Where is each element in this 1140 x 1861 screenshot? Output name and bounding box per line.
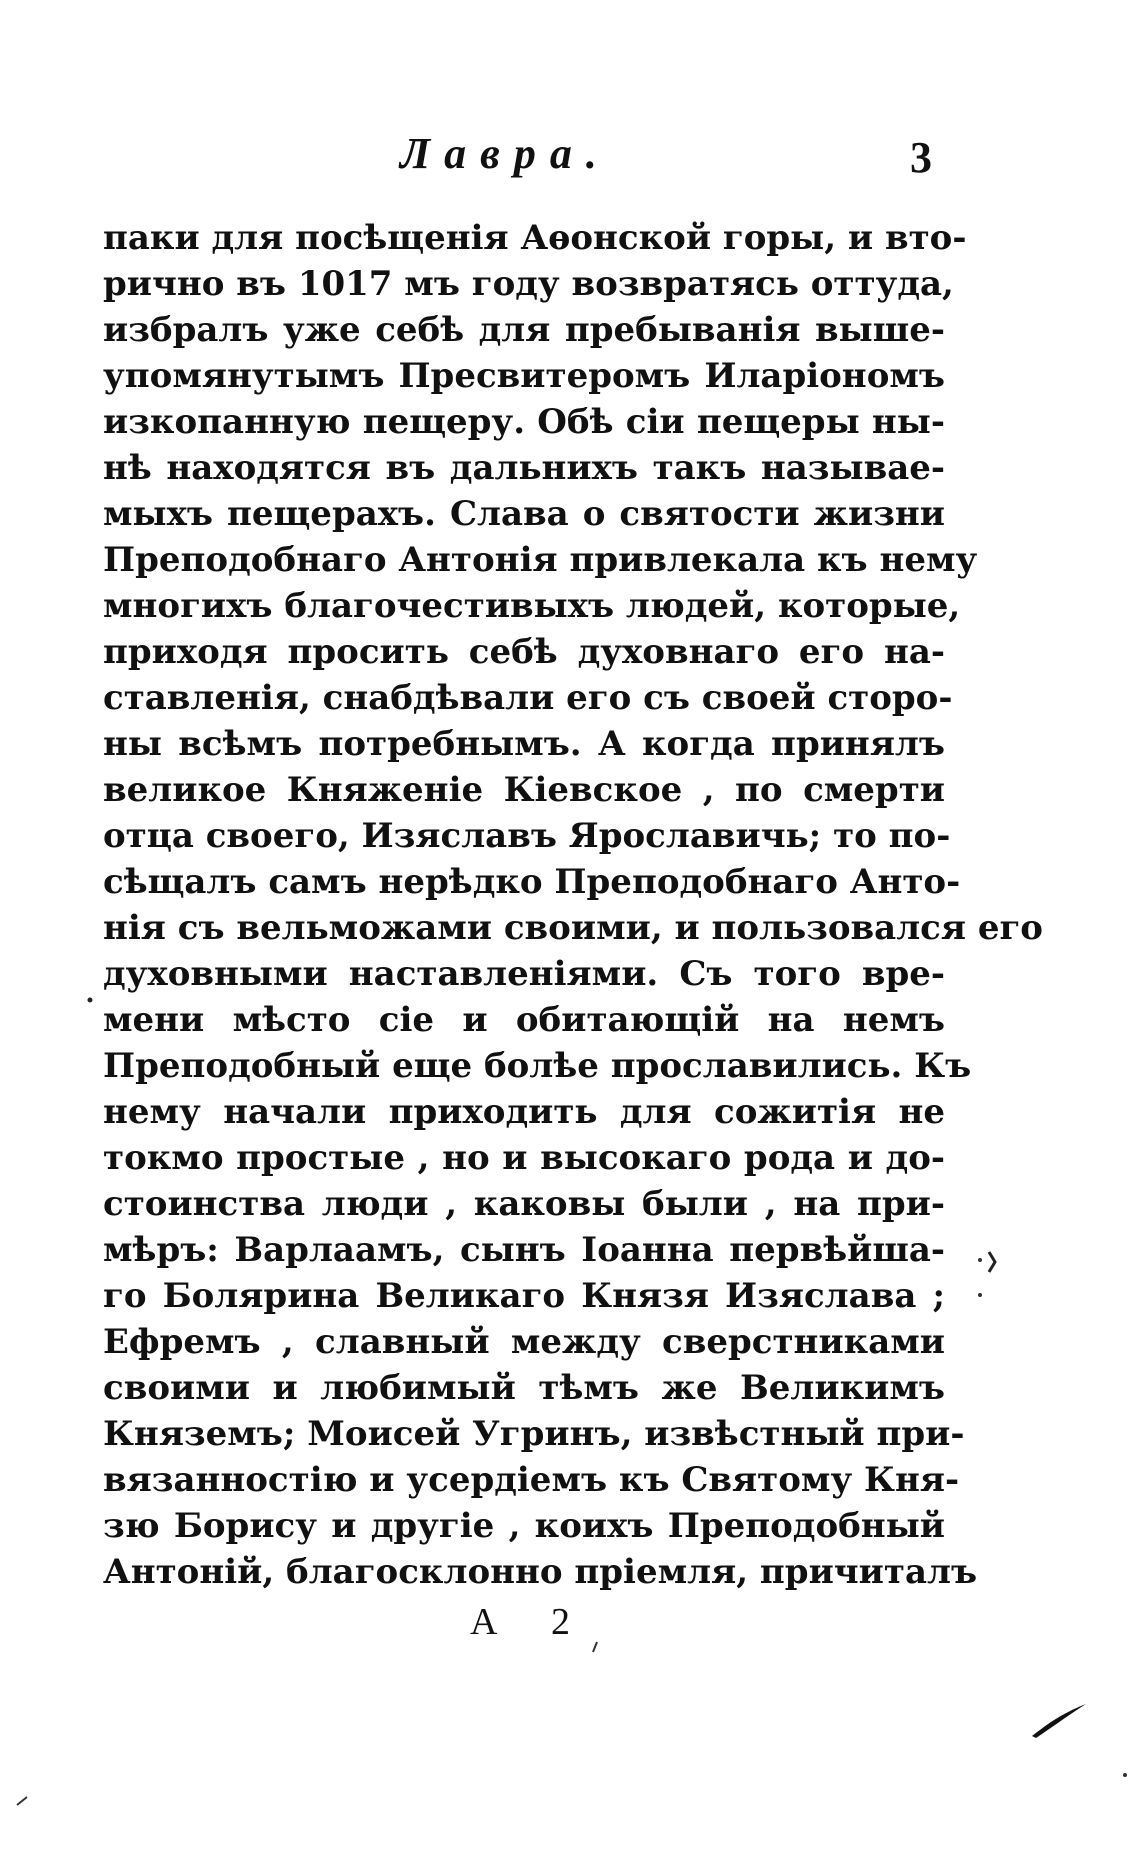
text-line: Преподобнаго Антонія привлекала къ нему	[103, 540, 978, 580]
text-line: мыхъ пещерахъ. Слава о святости жизни	[103, 494, 945, 534]
page-number: 3	[910, 133, 932, 182]
text-line: Антоній, благосклонно пріемля, причиталъ	[103, 1552, 978, 1592]
text-line: изкопанную пещеру. Обѣ сіи пещеры ны-	[103, 402, 945, 442]
speck-mark	[15, 1795, 29, 1807]
text-line: избралъ уже себѣ для пребыванія выше-	[103, 310, 945, 350]
speck-mark	[590, 1640, 600, 1654]
text-line: нѣ находятся въ дальнихъ такъ называе-	[103, 448, 945, 488]
text-line: своими и любимый тѣмъ же Великимъ	[103, 1368, 945, 1408]
speck-mark	[1120, 1770, 1130, 1780]
text-line: многихъ благочестивыхъ людей, которые,	[103, 586, 961, 626]
text-line: мѣръ: Варлаамъ, сынъ Іоанна первѣйша-	[103, 1230, 945, 1270]
text-line: приходя просить себѣ духовнаго его на-	[103, 632, 945, 672]
speck-mark	[975, 1255, 985, 1315]
text-line: го Болярина Великаго Князя Изяслава ;	[103, 1276, 945, 1316]
speck-mark	[85, 995, 95, 1005]
text-line: стоинства люди , каковы были , на при-	[103, 1184, 945, 1224]
running-head: Лавра.	[400, 129, 611, 178]
text-line: ставленія, снабдѣвали его съ своей сторо-	[103, 678, 953, 718]
text-line: духовными наставленіями. Съ того вре-	[103, 954, 945, 994]
speck-mark	[985, 1250, 999, 1274]
text-line: отца своего, Изяславъ Ярославичь; то по-	[103, 816, 951, 856]
text-line: рично въ 1017 мъ году возвратясь оттуда,	[103, 264, 954, 304]
text-line: Княземъ; Моисей Угринъ, извѣстный при-	[103, 1414, 965, 1454]
text-line: Ефремъ , славный между сверстниками	[103, 1322, 945, 1362]
ink-stroke-mark	[1030, 1700, 1090, 1740]
body-text	[103, 215, 1043, 1595]
text-line: нему начали приходить для сожитія не	[103, 1092, 945, 1132]
text-line: упомянутымъ Пресвитеромъ Иларіономъ	[103, 356, 945, 396]
signature-mark: А 2	[470, 1601, 592, 1643]
text-line: мени мѣсто сіе и обитающій на немъ	[103, 1000, 945, 1040]
text-line: сѣщалъ самъ нерѣдко Преподобнаго Анто-	[103, 862, 961, 902]
text-line: паки для посѣщенія Аѳонской горы, и вто-	[103, 218, 967, 258]
text-line: нія съ вельможами своими, и пользовался его	[103, 908, 1043, 948]
text-line: Преподобный еще болѣе прославились. Къ	[103, 1046, 972, 1086]
text-line: вязанностію и усердіемъ къ Святому Кня-	[103, 1460, 960, 1500]
text-line: токмо простые , но и высокаго рода и до-	[103, 1138, 945, 1178]
text-line: великое Княженіе Кіевское , по смерти	[103, 770, 945, 810]
text-line: ны всѣмъ потребнымъ. А когда принялъ	[103, 724, 945, 764]
text-line: зю Борису и другіе , коихъ Преподобный	[103, 1506, 945, 1546]
